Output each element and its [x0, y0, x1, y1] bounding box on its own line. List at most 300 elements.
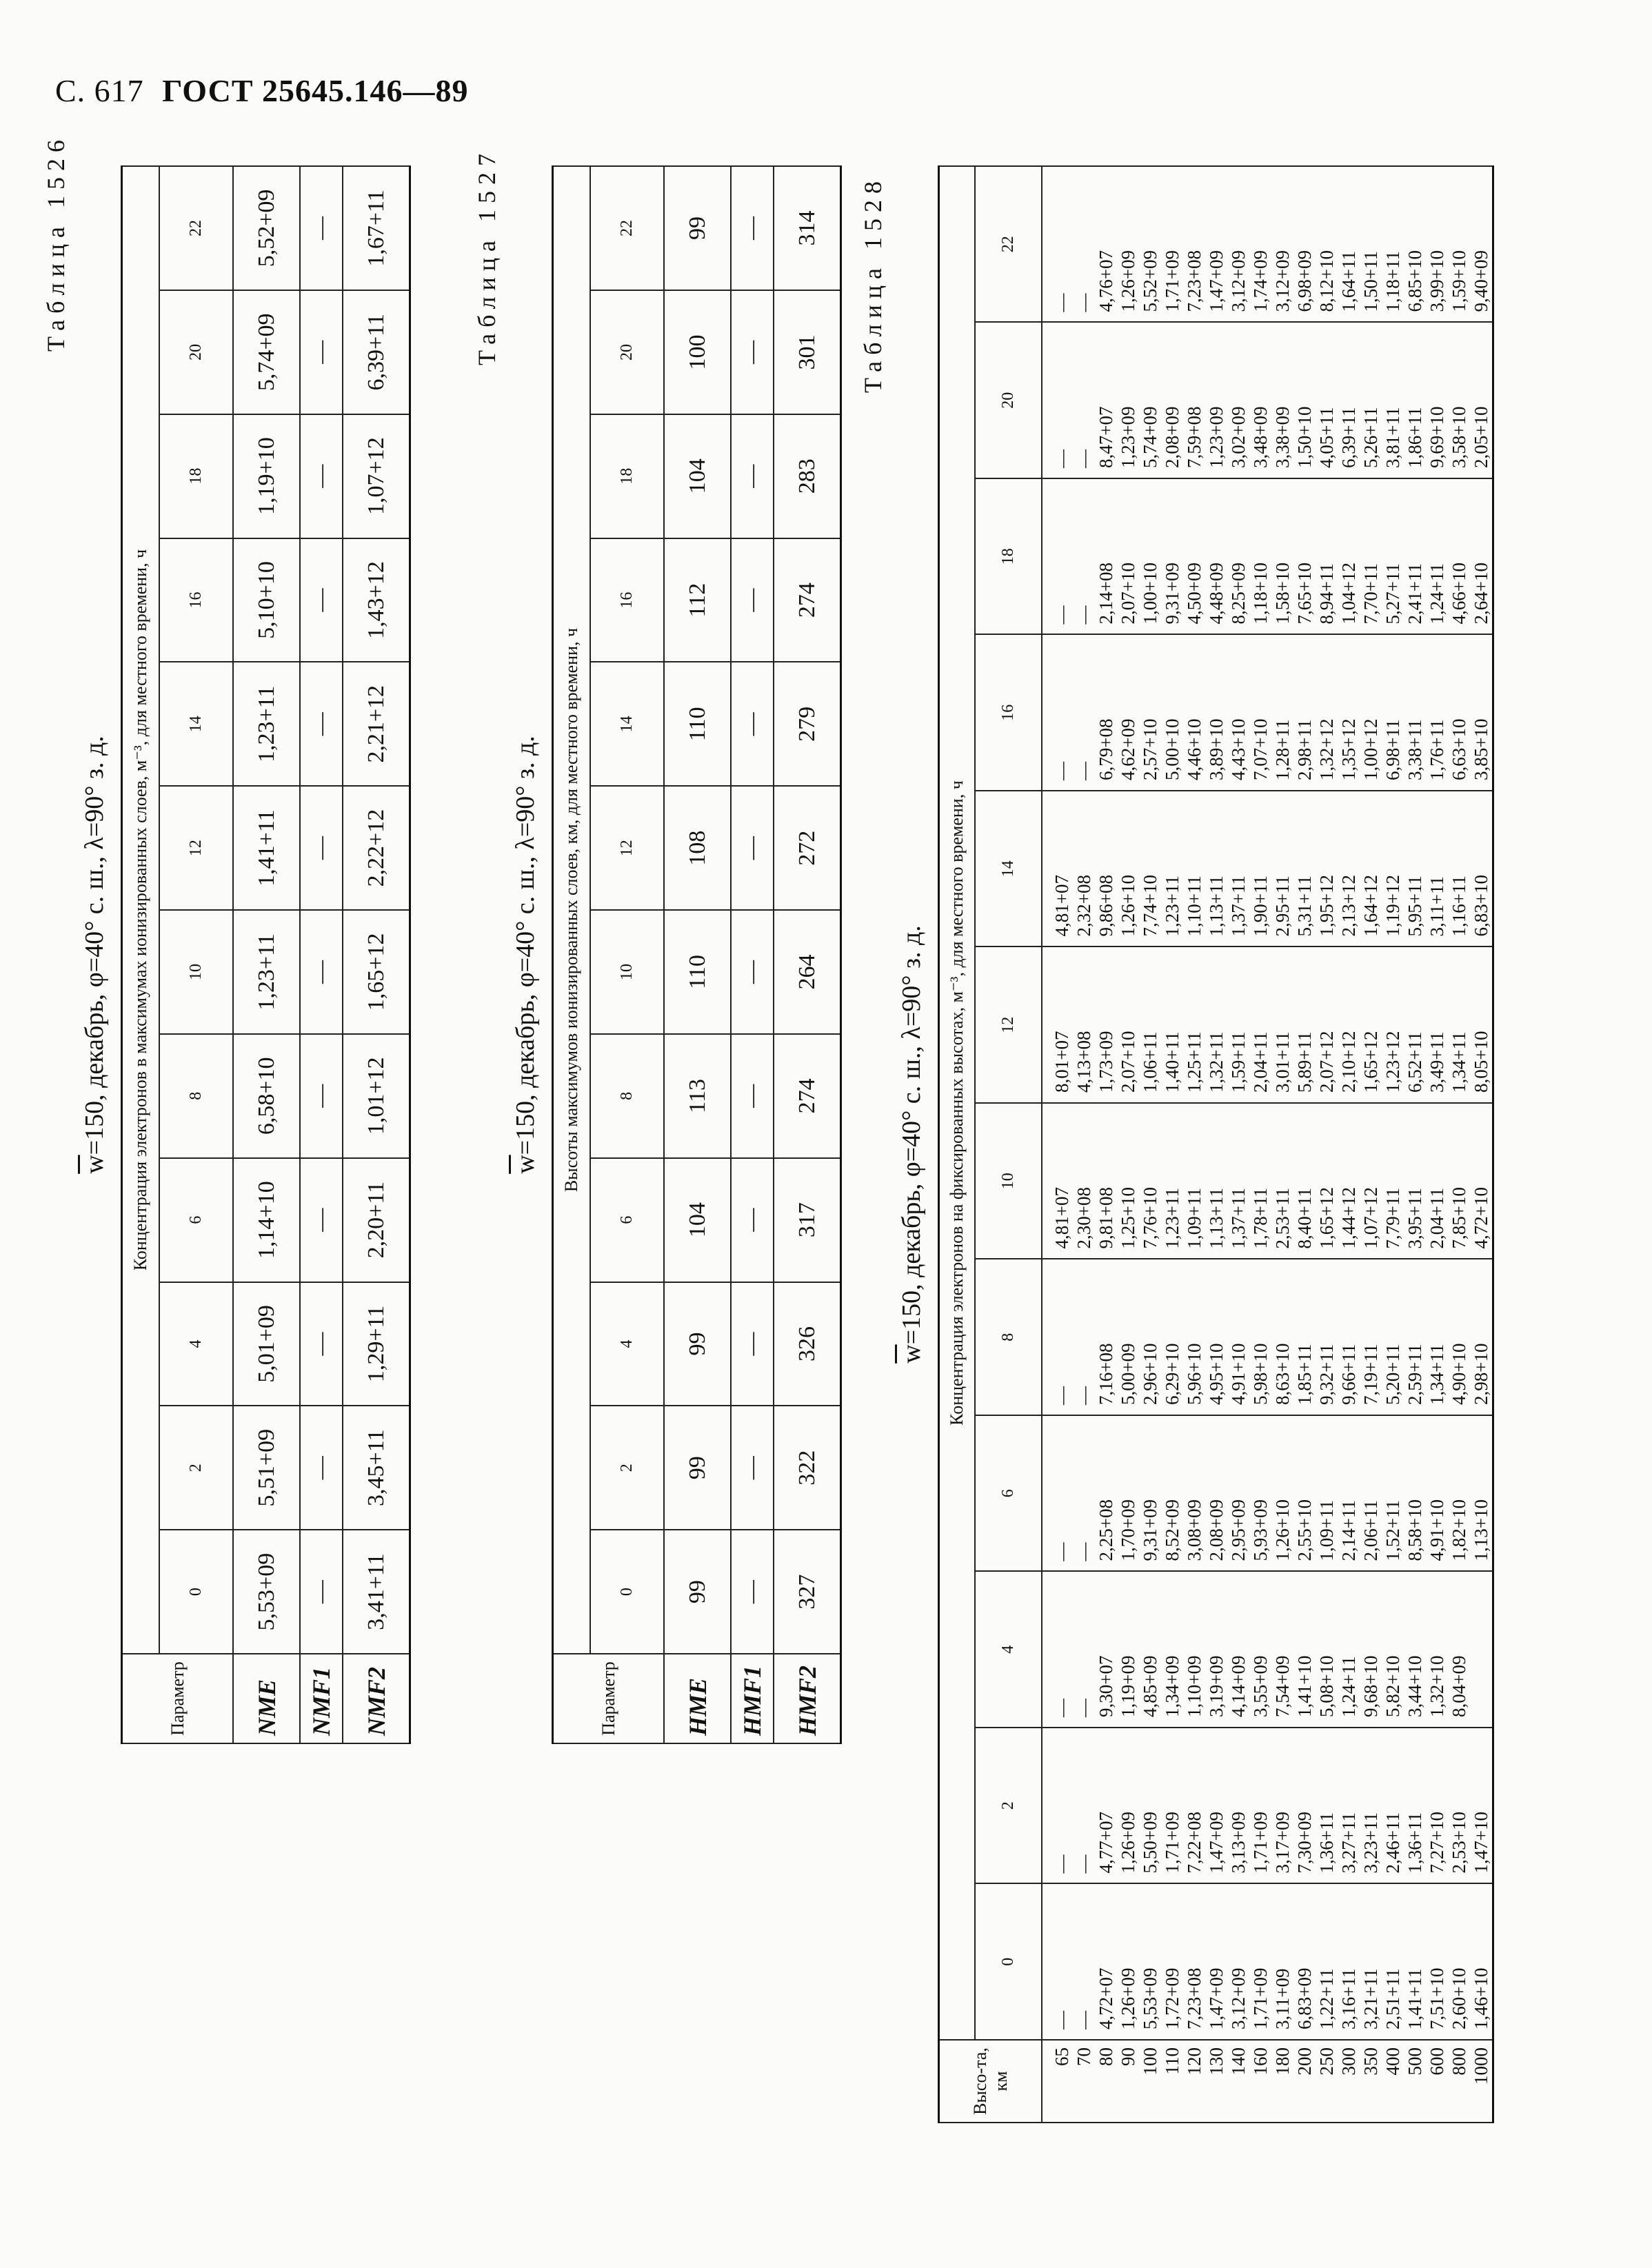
value-cell: 110 [664, 662, 731, 787]
value-cell: 1,23+09 [1118, 406, 1138, 468]
value-cell: 1,76+11 [1427, 719, 1447, 780]
table-1527 [552, 165, 842, 1744]
value-cell: — [1074, 449, 1094, 468]
value-cell: 3,11+11 [1427, 876, 1447, 937]
value-cell: 1,26+09 [1118, 1967, 1138, 2029]
table-1528-block [859, 165, 1572, 2123]
value-cell: 1,23+12 [1382, 1031, 1403, 1093]
value-cell: 2,59+11 [1404, 1344, 1425, 1405]
value-cell: 326 [774, 1282, 841, 1406]
value-cell: 274 [774, 538, 841, 662]
value-cell: 5,53+09 [1140, 1967, 1160, 2029]
value-cell: 112 [664, 538, 731, 662]
value-cell: 8,58+10 [1404, 1499, 1425, 1561]
value-cell: 1,23+11 [1162, 1188, 1182, 1249]
value-cell: 3,58+10 [1449, 406, 1469, 468]
value-cell: 1,36+11 [1404, 1812, 1425, 1874]
param-name: HMF1 [731, 1654, 774, 1743]
value-cell: 6,29+10 [1162, 1343, 1182, 1405]
value-cell: 1,47+09 [1206, 1967, 1227, 2029]
value-cell: 3,38+09 [1272, 406, 1293, 468]
value-cell: 7,23+08 [1184, 250, 1205, 312]
value-cell: 4,72+07 [1096, 1967, 1116, 2029]
hour-header: 8 [975, 1259, 1042, 1416]
value-cell: 1,65+12 [1316, 1187, 1337, 1249]
value-cell: 4,62+09 [1118, 718, 1138, 780]
value-cell: 5,00+09 [1118, 1343, 1138, 1405]
value-cell: — [731, 1282, 774, 1406]
value-cell: 1,64+12 [1360, 875, 1381, 937]
table-1528-label: Таблица 1528 [859, 175, 887, 393]
value-cell: 1,00+10 [1140, 563, 1160, 625]
value-cell: 1,24+11 [1427, 563, 1447, 625]
value-cell: 8,52+09 [1162, 1499, 1182, 1561]
value-cell: 1,43+12 [343, 538, 410, 662]
hour-header: 16 [590, 538, 664, 662]
value-cell: 2,20+11 [343, 1158, 410, 1282]
value-cell: 1,34+09 [1162, 1655, 1182, 1717]
value-cell: — [300, 786, 343, 910]
value-cell: 3,19+09 [1206, 1655, 1227, 1717]
value-cell: 2,06+11 [1360, 1500, 1381, 1561]
value-cell: 1,46+10 [1471, 1967, 1491, 2029]
value-cell: 272 [774, 786, 841, 910]
value-cell: 1,37+11 [1228, 1188, 1249, 1249]
value-cell: 2,60+10 [1449, 1967, 1469, 2029]
group-header: Высоты максимумов ионизированных слоев, км, для местного времени, ч [553, 166, 591, 1654]
value-cell: 1,85+11 [1294, 1344, 1315, 1405]
value-cell: 1,82+10 [1449, 1499, 1469, 1561]
value-cell: 5,89+11 [1294, 1031, 1315, 1093]
value-cell: 4,90+10 [1449, 1343, 1469, 1405]
table-row [300, 166, 343, 1743]
value-cell: 1,34+11 [1449, 1031, 1469, 1093]
value-cell: 1,70+09 [1118, 1499, 1138, 1561]
value-cell: 5,27+11 [1382, 563, 1403, 625]
value-cell: 7,16+08 [1096, 1343, 1116, 1405]
table-1527-title: $\overline{w}=150$, декабрь, φ=40° с. ш., λ=90° з. д. [511, 736, 540, 1174]
param-name: HME [664, 1654, 731, 1743]
value-cell: 1,13+11 [1206, 1188, 1227, 1249]
value-cell: — [731, 786, 774, 910]
value-cell: 1,26+10 [1272, 1499, 1293, 1561]
value-cell: 1,07+12 [343, 414, 410, 538]
hour-header: 22 [590, 166, 664, 290]
value-cell: 5,93+09 [1250, 1499, 1271, 1561]
value-cell: 279 [774, 662, 841, 787]
hour-column [1042, 1259, 1493, 1416]
height-value: 100 [1140, 2047, 1160, 2076]
value-cell: 3,01+11 [1272, 1031, 1293, 1093]
value-cell: 2,05+10 [1471, 406, 1491, 468]
value-cell: 6,98+11 [1382, 719, 1403, 780]
value-cell: 1,35+12 [1338, 718, 1359, 780]
hour-column [1042, 635, 1493, 791]
value-cell: 5,01+09 [233, 1282, 300, 1406]
table-row [664, 166, 731, 1743]
table-1528-title: $\overline{w}=150$, декабрь, φ=40° с. ш., λ=90° з. д. [897, 925, 926, 1364]
hour-column [1042, 1728, 1493, 1884]
value-cell: 1,40+11 [1162, 1031, 1182, 1093]
value-cell: 3,41+11 [343, 1530, 410, 1654]
hour-column [1042, 1415, 1493, 1572]
value-cell: 1,86+11 [1404, 407, 1425, 468]
hour-header: 8 [590, 1034, 664, 1158]
value-cell: — [300, 1158, 343, 1282]
height-column [1042, 2040, 1493, 2123]
value-cell: 2,04+11 [1427, 1188, 1447, 1249]
value-cell: 1,16+11 [1449, 875, 1469, 937]
page-number: С. 617 [55, 73, 144, 108]
height-value: 140 [1228, 2047, 1249, 2076]
value-cell: 5,31+11 [1294, 875, 1315, 937]
value-cell: — [300, 538, 343, 662]
value-cell: 6,79+08 [1096, 718, 1116, 780]
value-cell: 3,55+09 [1250, 1655, 1271, 1717]
value-cell: — [731, 1406, 774, 1530]
value-cell: 1,78+11 [1250, 1188, 1271, 1249]
value-cell: 4,13+08 [1074, 1031, 1094, 1093]
height-value: 500 [1404, 2047, 1425, 2076]
value-cell: 2,07+10 [1118, 1031, 1138, 1093]
value-cell: — [1074, 2011, 1094, 2029]
value-cell: 2,41+11 [1404, 563, 1425, 625]
value-cell: 1,41+11 [1404, 1968, 1425, 2029]
value-cell: 1,67+11 [343, 166, 410, 290]
value-cell: 6,58+10 [233, 1034, 300, 1158]
value-cell: 2,14+08 [1096, 563, 1116, 625]
value-cell: 6,98+09 [1294, 250, 1315, 312]
group-header: Концентрация электронов в максимумах ионизированных слоев, м⁻³, для местного времени, ч [122, 166, 160, 1654]
value-cell: 1,32+11 [1206, 1031, 1227, 1093]
value-cell: 8,40+11 [1294, 1188, 1315, 1249]
value-cell: 6,83+09 [1294, 1967, 1315, 2029]
value-cell: 1,26+09 [1118, 1812, 1138, 1874]
value-cell: 3,16+11 [1338, 1968, 1359, 2029]
value-cell: 4,95+10 [1206, 1343, 1227, 1405]
value-cell: 8,63+10 [1272, 1343, 1293, 1405]
value-cell: 322 [774, 1406, 841, 1530]
value-cell: 1,74+09 [1250, 250, 1271, 312]
table-row [343, 166, 410, 1743]
value-cell: 1,23+11 [1162, 875, 1182, 937]
value-cell: 4,05+11 [1316, 407, 1337, 468]
hour-header: 14 [159, 662, 233, 786]
value-cell: 5,10+10 [233, 538, 300, 662]
value-cell: 2,14+11 [1338, 1500, 1359, 1561]
value-cell: 1,32+10 [1427, 1655, 1447, 1717]
hour-header: 22 [975, 166, 1042, 323]
value-cell: 9,69+10 [1427, 406, 1447, 468]
value-cell: 1,28+11 [1272, 719, 1293, 780]
value-cell: 2,08+09 [1206, 1499, 1227, 1561]
value-cell: 5,98+10 [1250, 1343, 1271, 1405]
value-cell: 4,91+10 [1228, 1343, 1249, 1405]
hour-column [1042, 166, 1493, 323]
value-cell: 5,00+10 [1162, 718, 1182, 780]
value-cell: — [1051, 1854, 1072, 1874]
value-cell: 1,32+12 [1316, 718, 1337, 780]
value-cell: 1,26+09 [1118, 250, 1138, 312]
height-value: 800 [1449, 2047, 1469, 2076]
value-cell: 99 [664, 166, 731, 290]
value-cell: 1,09+11 [1316, 1500, 1337, 1561]
value-cell: 4,81+07 [1051, 1187, 1072, 1249]
height-value: 130 [1206, 2047, 1227, 2076]
hour-header: 2 [590, 1406, 664, 1530]
height-value: 350 [1360, 2047, 1381, 2076]
value-cell: — [1074, 1854, 1094, 1874]
param-name: NMF2 [343, 1654, 410, 1743]
value-cell: 1,47+09 [1206, 1812, 1227, 1874]
value-cell: 4,14+09 [1228, 1655, 1249, 1717]
value-cell: — [1074, 293, 1094, 312]
value-cell: 9,30+07 [1096, 1655, 1116, 1717]
value-cell: 7,51+10 [1427, 1967, 1447, 2029]
value-cell: 99 [664, 1530, 731, 1654]
value-cell: — [1051, 605, 1072, 625]
value-cell: 3,12+09 [1228, 1967, 1249, 2029]
value-cell: 3,12+09 [1228, 250, 1249, 312]
value-cell: 2,04+11 [1250, 1031, 1271, 1093]
hour-column [1042, 791, 1493, 947]
table-row [774, 166, 841, 1743]
value-cell: 3,48+09 [1250, 406, 1271, 468]
value-cell: 4,48+09 [1206, 563, 1227, 625]
value-cell: 3,95+11 [1404, 1188, 1425, 1249]
hour-header: 2 [159, 1406, 233, 1530]
value-cell: — [300, 290, 343, 414]
hour-header: 10 [590, 910, 664, 1034]
group-header: Концентрация электронов на фиксированных высотах, м⁻³, для местного времени, ч [939, 166, 976, 2040]
value-cell: 7,65+10 [1294, 563, 1315, 625]
param-header: Параметр [553, 1654, 665, 1743]
value-cell: 3,45+11 [343, 1406, 410, 1530]
value-cell: 9,66+11 [1338, 1344, 1359, 1405]
value-cell: 9,68+10 [1360, 1655, 1381, 1717]
value-cell: 99 [664, 1282, 731, 1406]
hour-column [1042, 1103, 1493, 1259]
value-cell: 1,19+12 [1382, 875, 1403, 937]
value-cell: 1,37+11 [1228, 875, 1249, 937]
hour-header: 16 [159, 538, 233, 662]
value-cell: 8,01+07 [1051, 1031, 1072, 1093]
value-cell: 3,11+09 [1272, 1968, 1293, 2029]
hour-header: 4 [590, 1282, 664, 1406]
value-cell: — [300, 1034, 343, 1158]
height-value: 1000 [1471, 2047, 1491, 2085]
value-cell: 8,47+07 [1096, 406, 1116, 468]
value-cell: 6,85+10 [1404, 250, 1425, 312]
value-cell: 1,23+09 [1206, 406, 1227, 468]
value-cell: 2,22+12 [343, 786, 410, 910]
height-value: 200 [1294, 2047, 1315, 2076]
value-cell: 113 [664, 1034, 731, 1158]
value-cell: 7,27+10 [1427, 1812, 1447, 1874]
value-cell: — [731, 538, 774, 662]
value-cell: 314 [774, 166, 841, 290]
value-cell: 1,10+09 [1184, 1655, 1205, 1717]
value-cell: 5,82+10 [1382, 1655, 1403, 1717]
hour-header: 20 [159, 290, 233, 414]
height-value: 110 [1162, 2047, 1182, 2075]
value-cell: 1,06+11 [1140, 1031, 1160, 1093]
hour-header: 22 [159, 166, 233, 290]
value-cell: 3,44+10 [1404, 1655, 1425, 1717]
value-cell: 9,31+09 [1162, 563, 1182, 625]
value-cell: 5,95+11 [1404, 875, 1425, 937]
value-cell: 3,38+11 [1404, 719, 1425, 780]
table-1527-label: Таблица 1527 [473, 148, 501, 365]
value-cell: 1,47+10 [1471, 1812, 1491, 1874]
value-cell: 7,85+10 [1449, 1187, 1469, 1249]
hour-header: 14 [975, 791, 1042, 947]
value-cell: 1,25+11 [1184, 1031, 1205, 1093]
height-value: 80 [1096, 2047, 1116, 2066]
hour-header: 0 [159, 1530, 233, 1654]
value-cell: 9,31+09 [1140, 1499, 1160, 1561]
value-cell: — [300, 414, 343, 538]
value-cell: 2,55+10 [1294, 1499, 1315, 1561]
value-cell: 3,12+09 [1272, 250, 1293, 312]
hour-header: 10 [159, 910, 233, 1034]
value-cell: 2,07+12 [1316, 1031, 1337, 1093]
value-cell: 108 [664, 786, 731, 910]
value-cell: 99 [664, 1406, 731, 1530]
value-cell: 7,59+08 [1184, 406, 1205, 468]
value-cell: 4,50+09 [1184, 563, 1205, 625]
value-cell: — [1051, 1542, 1072, 1561]
value-cell: — [1074, 1699, 1094, 1717]
value-cell: — [300, 662, 343, 786]
value-cell: 2,64+10 [1471, 563, 1491, 625]
value-cell: 4,72+10 [1471, 1187, 1491, 1249]
value-cell: 5,53+09 [233, 1530, 300, 1654]
value-cell: 264 [774, 910, 841, 1034]
value-cell: 8,04+09 [1449, 1655, 1469, 1717]
value-cell: 1,71+09 [1250, 1812, 1271, 1874]
param-name: NMF1 [300, 1654, 343, 1743]
value-cell: 9,81+08 [1096, 1187, 1116, 1249]
hour-header: 4 [159, 1282, 233, 1406]
value-cell: 7,22+08 [1184, 1812, 1205, 1874]
value-cell: 7,30+09 [1294, 1812, 1315, 1874]
value-cell: 3,23+11 [1360, 1812, 1381, 1874]
value-cell: 6,39+11 [343, 290, 410, 414]
height-value: 120 [1184, 2047, 1205, 2076]
value-cell: 5,26+11 [1360, 407, 1381, 468]
value-cell: 1,71+09 [1162, 1812, 1182, 1874]
hour-header: 12 [159, 786, 233, 910]
value-cell: 1,59+11 [1228, 1031, 1249, 1093]
value-cell: 4,43+10 [1228, 718, 1249, 780]
value-cell: 1,47+09 [1206, 250, 1227, 312]
value-cell: 2,13+12 [1338, 875, 1359, 937]
hour-header: 0 [590, 1530, 664, 1654]
value-cell: 1,22+11 [1316, 1968, 1337, 2029]
value-cell: 2,25+08 [1096, 1499, 1116, 1561]
value-cell: 4,76+07 [1096, 250, 1116, 312]
value-cell: 3,13+09 [1228, 1812, 1249, 1874]
value-cell: 8,25+09 [1228, 563, 1249, 625]
hour-header: 18 [159, 414, 233, 538]
value-cell: — [1074, 1542, 1094, 1561]
value-cell: 5,08+10 [1316, 1655, 1337, 1717]
value-cell: — [1051, 2011, 1072, 2029]
value-cell: 1,19+10 [233, 414, 300, 538]
value-cell: — [731, 166, 774, 290]
table-1527-block [473, 148, 821, 1744]
value-cell: — [300, 1282, 343, 1406]
height-value: 250 [1316, 2047, 1337, 2076]
hour-header: 6 [159, 1158, 233, 1282]
value-cell: 1,59+10 [1449, 250, 1469, 312]
value-cell: 3,02+09 [1228, 406, 1249, 468]
param-header: Параметр [122, 1654, 234, 1743]
value-cell: — [731, 290, 774, 414]
hour-header: 2 [975, 1728, 1042, 1884]
hour-header: 12 [590, 786, 664, 910]
value-cell: 2,57+10 [1140, 718, 1160, 780]
value-cell: 327 [774, 1530, 841, 1654]
value-cell: 2,98+11 [1294, 719, 1315, 780]
value-cell: — [731, 1034, 774, 1158]
hour-header: 14 [590, 662, 664, 787]
value-cell: 2,95+09 [1228, 1499, 1249, 1561]
value-cell: 1,52+11 [1382, 1500, 1403, 1561]
value-cell: 6,39+11 [1338, 407, 1359, 468]
value-cell: 3,17+09 [1272, 1812, 1293, 1874]
value-cell: 7,23+08 [1184, 1967, 1205, 2029]
table-row [233, 166, 300, 1743]
value-cell: 3,08+09 [1184, 1499, 1205, 1561]
value-cell: — [731, 1530, 774, 1654]
value-cell: — [300, 910, 343, 1034]
value-cell: 2,30+08 [1074, 1187, 1094, 1249]
value-cell: 1,00+12 [1360, 718, 1381, 780]
value-cell: — [731, 662, 774, 787]
value-cell: 1,04+12 [1338, 563, 1359, 625]
value-cell: 1,44+12 [1338, 1187, 1359, 1249]
value-cell: — [300, 1530, 343, 1654]
value-cell: 1,36+11 [1316, 1812, 1337, 1874]
value-cell: 2,53+10 [1449, 1812, 1469, 1874]
value-cell: 5,74+09 [1140, 406, 1160, 468]
value-cell: 1,01+12 [343, 1034, 410, 1158]
value-cell: 9,86+08 [1096, 875, 1116, 937]
value-cell: 3,81+11 [1382, 407, 1403, 468]
value-cell: 2,10+12 [1338, 1031, 1359, 1093]
value-cell: 2,46+11 [1382, 1812, 1403, 1874]
value-cell: 7,19+11 [1360, 1344, 1381, 1405]
value-cell: 1,13+11 [1206, 875, 1227, 937]
hour-header: 10 [975, 1103, 1042, 1259]
value-cell: 104 [664, 414, 731, 538]
value-cell: 1,26+10 [1118, 875, 1138, 937]
value-cell: — [1051, 293, 1072, 312]
value-cell: 8,94+11 [1316, 563, 1337, 625]
value-cell: 100 [664, 290, 731, 414]
hour-header: 8 [159, 1034, 233, 1158]
value-cell: 1,34+11 [1427, 1344, 1447, 1405]
value-cell: 1,19+09 [1118, 1655, 1138, 1717]
height-value: 65 [1051, 2047, 1072, 2066]
value-cell: 4,91+10 [1427, 1499, 1447, 1561]
hour-column [1042, 478, 1493, 635]
value-cell: 4,66+10 [1449, 563, 1469, 625]
hour-header: 20 [590, 290, 664, 414]
value-cell: 4,81+07 [1051, 875, 1072, 937]
